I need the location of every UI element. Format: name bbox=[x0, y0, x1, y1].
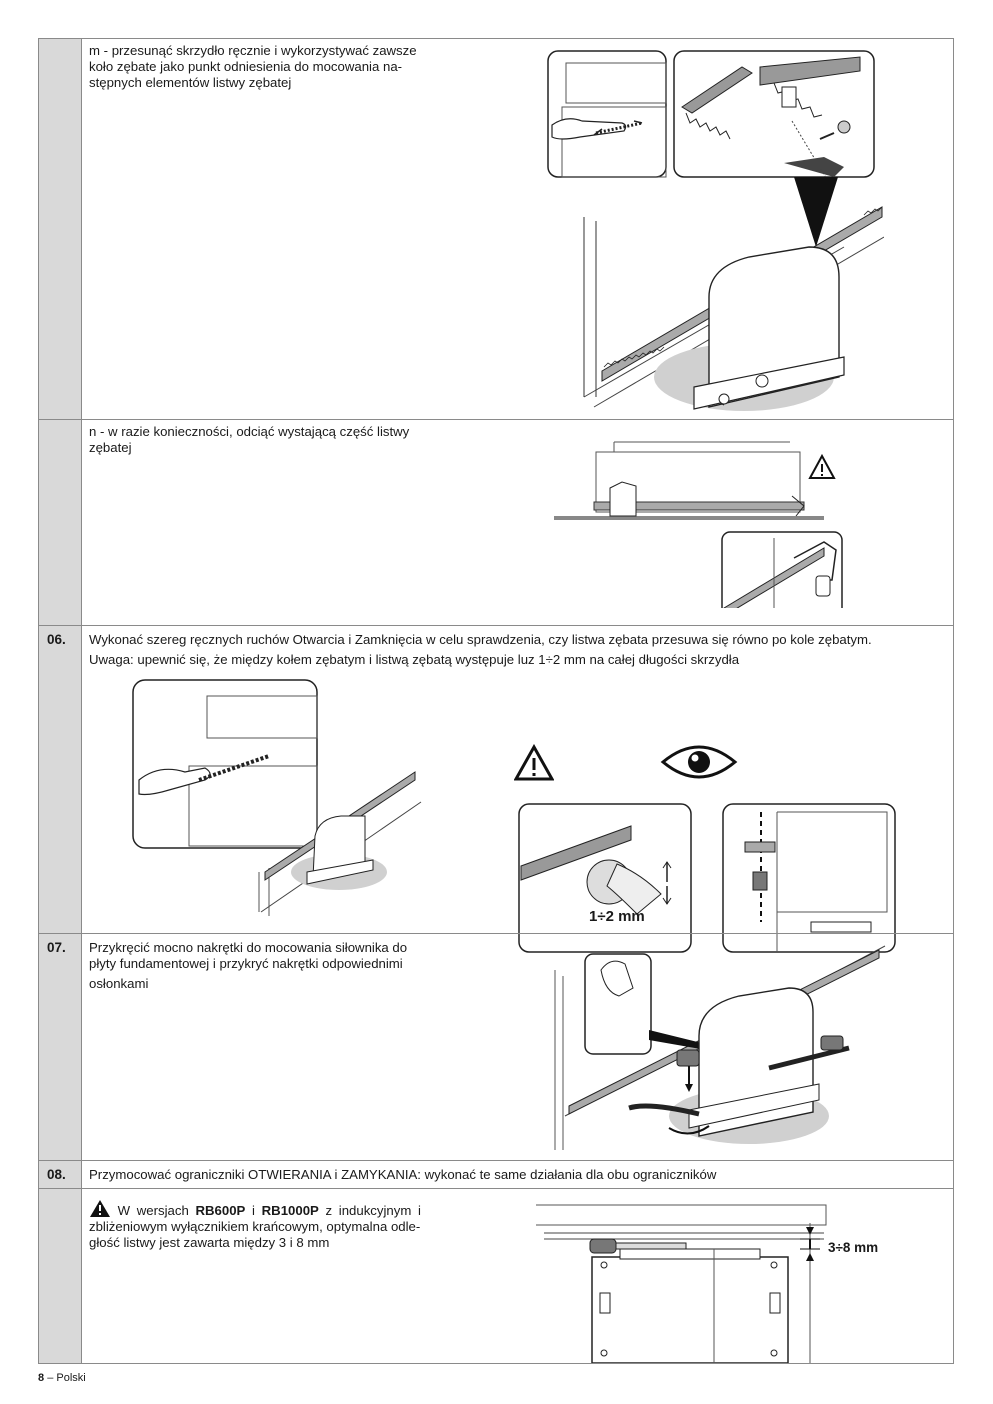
warning-line-3: głość listwy jest zawarta między 3 i 8 mm bbox=[89, 1235, 330, 1250]
footer-separator: – bbox=[47, 1372, 54, 1384]
gap-3-8mm-label bbox=[828, 1239, 878, 1257]
step-m-text bbox=[89, 43, 469, 91]
warning-line-1 bbox=[89, 1199, 469, 1219]
gap-measure-label: 3÷8 mm bbox=[828, 1240, 879, 1255]
step-06-line: Uwaga: upewnić się, że między kołem zębatym i listwą zębatą występuje luz 1÷2 mm na całej długości skrzydła bbox=[89, 652, 740, 667]
step-m-line: koło zębate jako punkt odniesienia do mocowania na- bbox=[89, 59, 403, 74]
step-07-line: płyty fundamentowej i przykryć nakrętki odpowiednimi bbox=[89, 956, 403, 971]
step-n-line: n - w razie konieczności, odciąć wystającą część listwy bbox=[89, 424, 410, 439]
footer-language: Polski bbox=[56, 1372, 86, 1384]
side-view-detail bbox=[721, 802, 897, 954]
step-number: 06. bbox=[47, 632, 66, 647]
page-footer bbox=[38, 1372, 86, 1384]
manual-movement-illustration bbox=[129, 676, 429, 926]
model-rb1000p: RB1000P bbox=[261, 1203, 319, 1218]
warning-row bbox=[39, 1188, 953, 1364]
step-08-row bbox=[39, 1160, 953, 1188]
warning-connector: i bbox=[252, 1203, 255, 1218]
warning-suffix: z indukcyjnym i bbox=[325, 1203, 421, 1218]
step-07-text bbox=[89, 940, 469, 992]
rack-mounting-illustration bbox=[544, 47, 884, 417]
step-number: 07. bbox=[47, 940, 66, 955]
step-n-line: zębatej bbox=[89, 440, 132, 455]
step-number: 08. bbox=[47, 1167, 66, 1182]
warning-prefix: W wersjach bbox=[117, 1203, 189, 1218]
step-n-text bbox=[89, 424, 469, 456]
rack-cutting-illustration bbox=[554, 428, 854, 608]
step-06-row bbox=[39, 625, 953, 933]
limit-switch-gap-illustration bbox=[534, 1203, 894, 1363]
step-07-line: Przykręcić mocno nakrętki do mocowania siłownika do bbox=[89, 940, 408, 955]
step-m-line: stępnych elementów listwy zębatej bbox=[89, 75, 292, 90]
step-07-row bbox=[39, 933, 953, 1160]
step-08-text: Przymocować ograniczniki OTWIERANIA i ZAMYKANIA: wykonać te same działania dla obu ograniczników bbox=[89, 1167, 717, 1182]
instruction-table bbox=[38, 38, 954, 1364]
gap-1-2mm-label bbox=[589, 908, 645, 926]
step-06-line: Wykonać szereg ręcznych ruchów Otwarcia i Zamknięcia w celu sprawdzenia, czy listwa zębata przesuwa się równo po kole zębatym. bbox=[89, 632, 872, 647]
warning-triangle-icon bbox=[514, 744, 554, 784]
model-rb600p: RB600P bbox=[195, 1203, 246, 1218]
tighten-nuts-illustration bbox=[549, 940, 889, 1156]
step-07-line: osłonkami bbox=[89, 976, 149, 991]
step-m-row bbox=[39, 39, 953, 419]
warning-line-2: zbliżeniowym wyłącznikiem krańcowym, optymalna odle- bbox=[89, 1219, 421, 1234]
warning-text bbox=[89, 1199, 469, 1251]
gap-measure-label: 1÷2 mm bbox=[589, 908, 645, 925]
gear-rack-gap-detail bbox=[517, 802, 693, 954]
step-m-line: m - przesunąć skrzydło ręcznie i wykorzystywać zawsze bbox=[89, 43, 417, 58]
eye-icon bbox=[659, 742, 739, 782]
step-06-text bbox=[89, 632, 949, 668]
page-number: 8 bbox=[38, 1372, 45, 1384]
warning-triangle-icon bbox=[89, 1199, 111, 1218]
step-n-row bbox=[39, 419, 953, 614]
